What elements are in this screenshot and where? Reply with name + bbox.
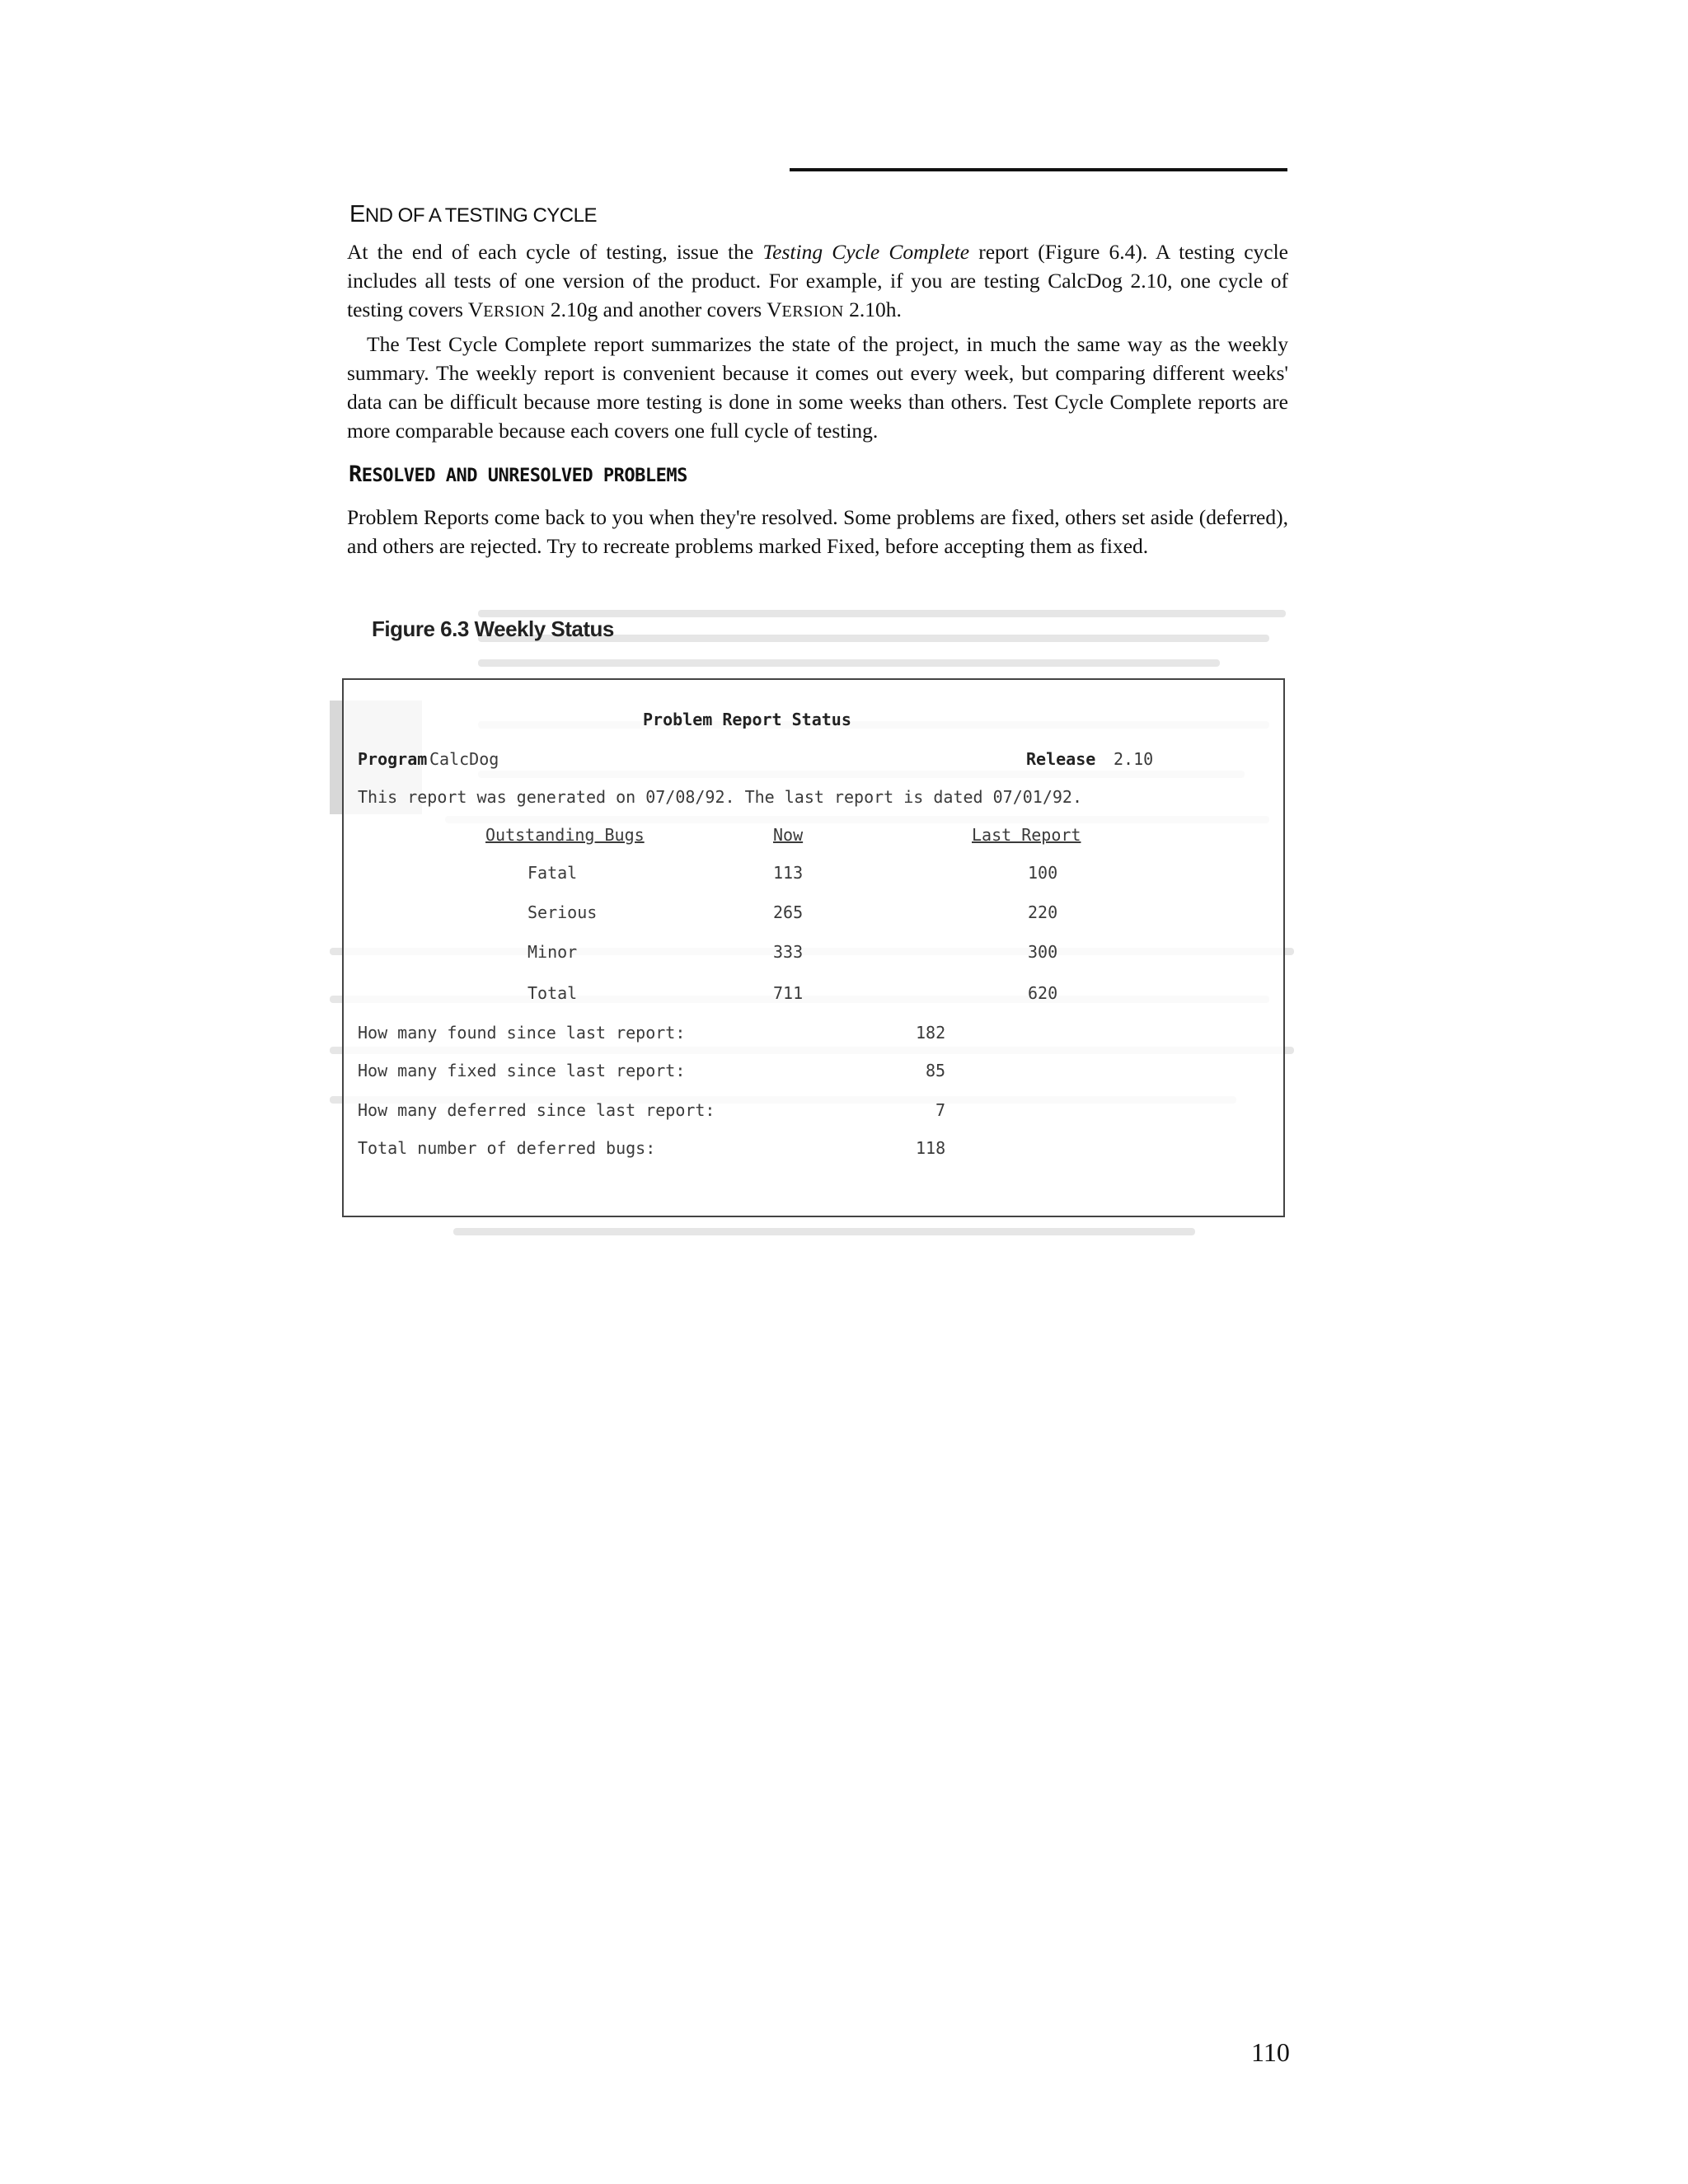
column-header-outstanding-bugs: Outstanding Bugs — [485, 825, 645, 845]
row-last-value: 220 — [1028, 902, 1058, 922]
summary-value: 7 — [935, 1100, 946, 1120]
summary-label: How many found since last report: — [358, 1023, 686, 1043]
figure-caption: Figure 6.3 Weekly Status — [372, 616, 614, 641]
row-now-value: 113 — [773, 863, 804, 883]
summary-value: 118 — [916, 1138, 946, 1158]
row-last-value: 620 — [1028, 983, 1058, 1003]
column-header-now: Now — [773, 825, 804, 845]
row-now-value: 711 — [773, 983, 804, 1003]
section-heading-end-of-testing-cycle: END OF A TESTING CYCLE — [349, 201, 597, 227]
row-now-value: 333 — [773, 942, 804, 962]
summary-value: 182 — [916, 1023, 946, 1043]
summary-value: 85 — [926, 1061, 946, 1080]
top-rule — [790, 168, 1287, 171]
row-label: Fatal — [528, 863, 578, 883]
program-value: CalcDog — [429, 749, 499, 769]
row-label: Minor — [528, 942, 578, 962]
summary-label: How many fixed since last report: — [358, 1061, 686, 1080]
row-last-value: 100 — [1028, 863, 1058, 883]
page-number: 110 — [1251, 2037, 1290, 2067]
figure-weekly-status — [330, 602, 1294, 1244]
bleed-through-line — [478, 659, 1220, 667]
row-label: Total — [528, 983, 578, 1003]
release-label: Release — [1026, 749, 1096, 769]
report-title: Problem Report Status — [643, 710, 851, 729]
section-heading-resolved-problems: RESOLVED AND UNRESOLVED PROBLEMS — [349, 462, 687, 487]
row-last-value: 300 — [1028, 942, 1058, 962]
column-header-last-report: Last Report — [972, 825, 1081, 845]
paragraph-testing-cycle-intro: At the end of each cycle of testing, issue the Testing Cycle Complete report (Figure 6.4). A testing cycle includes all tests of one version of the product. For example, if you are testing CalcDog 2.10, one cycle of testing covers VERSION 2.10g and another covers VERSION 2.10h. — [347, 240, 1288, 321]
report-generated-line: This report was generated on 07/08/92. The last report is dated 07/01/92. — [358, 787, 1082, 807]
row-now-value: 265 — [773, 902, 804, 922]
paragraph-resolved-problems: Problem Reports come back to you when they're resolved. Some problems are fixed, others set aside (deferred), and others are rejected. Try to recreate problems marked Fixed, before accepting them as fixed. — [347, 505, 1288, 558]
paragraph-test-cycle-summary: The Test Cycle Complete report summarizes the state of the project, in much the same way as the weekly summary. The weekly report is convenient because it comes out every week, but comparing different weeks' data can be difficult because more testing is done in some weeks than others. Test Cycle Complete reports are more comparable because each covers one full cycle of testing. — [347, 332, 1288, 443]
problem-report-status-box — [342, 678, 1285, 1217]
summary-label: Total number of deferred bugs: — [358, 1138, 656, 1158]
row-label: Serious — [528, 902, 598, 922]
bleed-through-line — [453, 1228, 1195, 1235]
program-label: Program — [358, 749, 428, 769]
summary-label: How many deferred since last report: — [358, 1100, 715, 1120]
release-value: 2.10 — [1114, 749, 1154, 769]
